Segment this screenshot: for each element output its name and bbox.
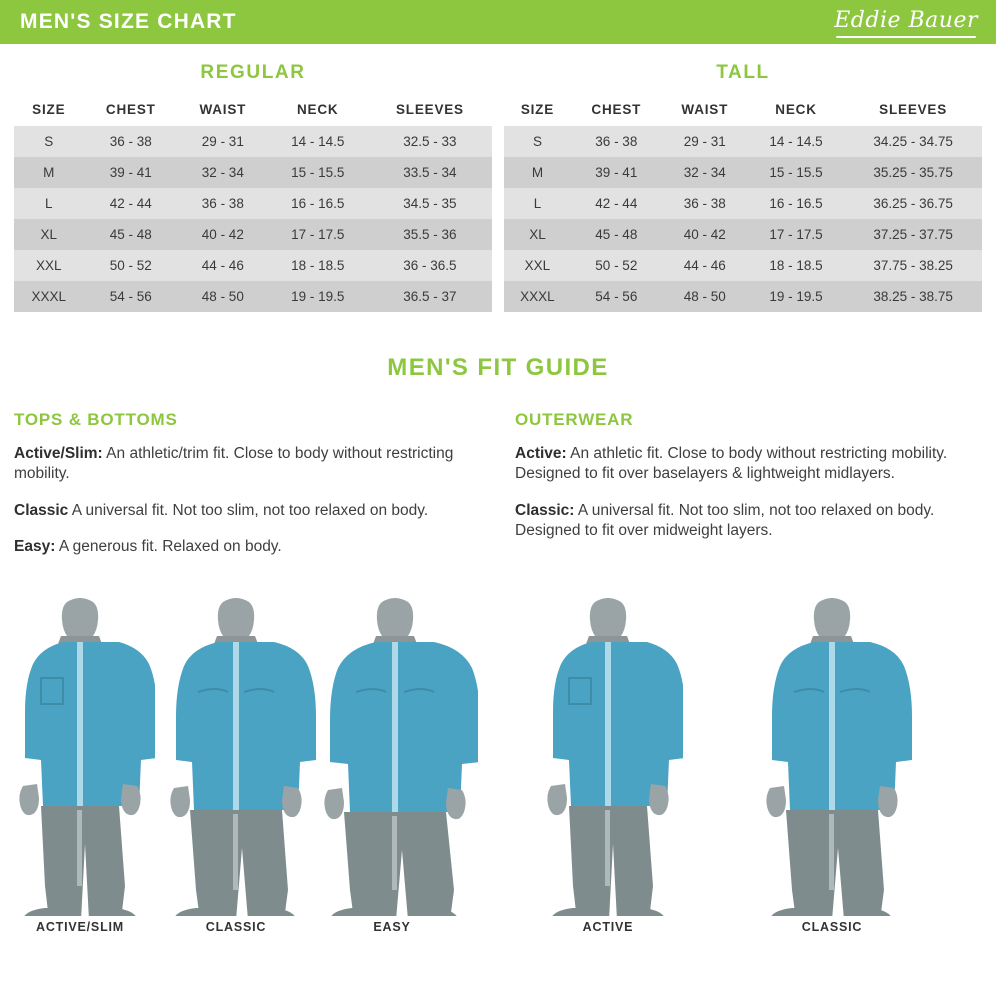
table-row	[504, 250, 982, 281]
cell-size: L	[533, 196, 542, 211]
fit-text: A universal fit. Not too slim, not too relaxed on body.	[68, 501, 429, 519]
table-row	[504, 126, 982, 157]
table-heading-regular: REGULAR	[200, 62, 306, 83]
cell-chest: 54 - 56	[109, 289, 152, 304]
cell-waist: 29 - 31	[683, 134, 726, 149]
figure-outerwear-active	[528, 596, 688, 934]
cell-size: XXXL	[31, 289, 67, 304]
fit-entry	[14, 537, 481, 557]
cell-neck: 14 - 14.5	[291, 134, 345, 149]
table-row	[14, 126, 492, 157]
fit-entry	[14, 501, 481, 521]
table-header-row	[504, 96, 982, 126]
cell-chest: 36 - 38	[595, 134, 638, 149]
cell-chest: 39 - 41	[595, 165, 638, 180]
cell-sleeves: 38.25 - 38.75	[873, 289, 953, 304]
table-row	[14, 157, 492, 188]
cell-size: XL	[40, 227, 58, 242]
cell-sleeves: 36.5 - 37	[403, 289, 457, 304]
size-table-tall	[504, 62, 982, 312]
column-header: WAIST	[199, 102, 247, 117]
fit-column-heading: TOPS & BOTTOMS	[14, 410, 178, 429]
fit-column-heading: OUTERWEAR	[515, 410, 634, 429]
fit-entry	[515, 501, 982, 542]
cell-sleeves: 36 - 36.5	[403, 258, 457, 273]
cell-chest: 45 - 48	[595, 227, 638, 242]
figure-classic	[156, 596, 316, 934]
cell-sleeves: 33.5 - 34	[403, 165, 457, 180]
mannequin-icon	[156, 596, 316, 916]
column-header: NECK	[297, 102, 339, 117]
cell-sleeves: 35.5 - 36	[403, 227, 457, 242]
cell-size: XL	[529, 227, 546, 242]
size-table-regular	[14, 62, 492, 312]
figure-easy	[312, 596, 472, 934]
cell-waist: 40 - 42	[683, 227, 726, 242]
mannequin-icon	[312, 596, 478, 916]
cell-sleeves: 36.25 - 36.75	[873, 196, 953, 211]
cell-waist: 40 - 42	[201, 227, 244, 242]
cell-waist: 29 - 31	[201, 134, 244, 149]
fit-figures	[0, 584, 996, 934]
figure-caption: EASY	[373, 919, 411, 934]
cell-sleeves: 34.25 - 34.75	[873, 134, 953, 149]
cell-sleeves: 37.75 - 38.25	[873, 258, 953, 273]
fit-guide-title: MEN'S FIT GUIDE	[387, 354, 609, 381]
table-regular	[14, 96, 492, 312]
cell-chest: 50 - 52	[109, 258, 152, 273]
fit-text: An athletic/trim fit. Close to body without restricting mobility.	[14, 445, 454, 483]
column-header: NECK	[775, 102, 817, 117]
cell-waist: 32 - 34	[683, 165, 726, 180]
fit-term: Easy:	[14, 538, 56, 556]
fit-text: A generous fit. Relaxed on body.	[55, 538, 282, 556]
page-header	[0, 0, 996, 44]
mannequin-icon	[5, 596, 155, 916]
figure-caption: ACTIVE	[582, 919, 634, 934]
cell-neck: 16 - 16.5	[291, 196, 345, 211]
cell-size: M	[43, 165, 55, 180]
cell-chest: 50 - 52	[595, 258, 638, 273]
size-tables	[0, 44, 996, 312]
table-row	[14, 188, 492, 219]
cell-chest: 42 - 44	[595, 196, 638, 211]
column-header: CHEST	[591, 102, 642, 117]
cell-size: M	[531, 165, 544, 180]
table-row	[504, 188, 982, 219]
cell-size: XXL	[36, 258, 62, 273]
fit-term: Active:	[515, 445, 567, 462]
column-header: SLEEVES	[879, 102, 948, 117]
cell-chest: 39 - 41	[109, 165, 152, 180]
cell-neck: 18 - 18.5	[769, 258, 823, 273]
column-header: SIZE	[32, 102, 66, 117]
figure-caption: CLASSIC	[801, 919, 863, 934]
fit-term: Classic	[14, 501, 69, 519]
cell-waist: 32 - 34	[201, 165, 244, 180]
table-row	[14, 250, 492, 281]
cell-waist: 36 - 38	[683, 196, 726, 211]
cell-waist: 48 - 50	[683, 289, 726, 304]
cell-waist: 44 - 46	[201, 258, 244, 273]
fit-column-outerwear	[515, 410, 982, 574]
cell-chest: 36 - 38	[109, 134, 152, 149]
figure-active-slim	[0, 596, 160, 934]
mannequin-icon	[752, 596, 912, 916]
cell-size: S	[44, 134, 54, 149]
cell-sleeves: 37.25 - 37.75	[873, 227, 953, 242]
cell-neck: 16 - 16.5	[769, 196, 823, 211]
column-header: SLEEVES	[395, 102, 464, 117]
cell-waist: 36 - 38	[201, 196, 244, 211]
fit-term: Active/Slim:	[14, 445, 103, 462]
table-row	[504, 157, 982, 188]
fit-text: A universal fit. Not too slim, not too relaxed on body. Designed to fit over midweight layers.	[515, 501, 935, 540]
brand-logo: Eddie Bauer	[834, 8, 978, 37]
figure-caption: CLASSIC	[205, 919, 267, 934]
mannequin-icon	[533, 596, 683, 916]
column-header: SIZE	[520, 102, 555, 117]
cell-neck: 15 - 15.5	[291, 165, 345, 180]
table-heading-tall: TALL	[716, 62, 770, 83]
cell-sleeves: 35.25 - 35.75	[873, 165, 953, 180]
table-row	[504, 219, 982, 250]
column-header: WAIST	[681, 102, 729, 117]
table-row	[14, 281, 492, 312]
cell-size: XXL	[524, 258, 551, 273]
cell-neck: 19 - 19.5	[769, 289, 823, 304]
fit-text: An athletic fit. Close to body without restricting mobility. Designed to fit over baselayers & lightweight midlayers.	[515, 445, 948, 483]
cell-neck: 17 - 17.5	[291, 227, 345, 242]
table-row	[504, 281, 982, 312]
cell-neck: 14 - 14.5	[769, 134, 823, 149]
fit-guide-columns	[0, 410, 996, 574]
fit-term: Classic:	[515, 501, 575, 519]
table-row	[14, 219, 492, 250]
fit-entry	[14, 444, 481, 485]
cell-neck: 19 - 19.5	[291, 289, 345, 304]
cell-size: L	[45, 196, 53, 211]
fit-entry	[515, 444, 982, 485]
table-header-row	[14, 96, 492, 126]
cell-chest: 45 - 48	[109, 227, 152, 242]
figure-outerwear-classic	[752, 596, 912, 934]
cell-chest: 54 - 56	[595, 289, 638, 304]
cell-size: XXXL	[520, 289, 555, 304]
figure-caption: ACTIVE/SLIM	[36, 919, 124, 934]
cell-neck: 18 - 18.5	[291, 258, 345, 273]
cell-chest: 42 - 44	[109, 196, 152, 211]
cell-sleeves: 32.5 - 33	[403, 134, 457, 149]
page-title: MEN'S SIZE CHART	[20, 10, 237, 33]
table-tall	[504, 96, 982, 312]
cell-size: S	[532, 134, 542, 149]
fit-column-tops-bottoms	[14, 410, 481, 574]
cell-neck: 17 - 17.5	[769, 227, 823, 242]
column-header: CHEST	[105, 102, 156, 117]
cell-neck: 15 - 15.5	[769, 165, 823, 180]
cell-waist: 44 - 46	[683, 258, 726, 273]
cell-sleeves: 34.5 - 35	[403, 196, 457, 211]
cell-waist: 48 - 50	[201, 289, 244, 304]
